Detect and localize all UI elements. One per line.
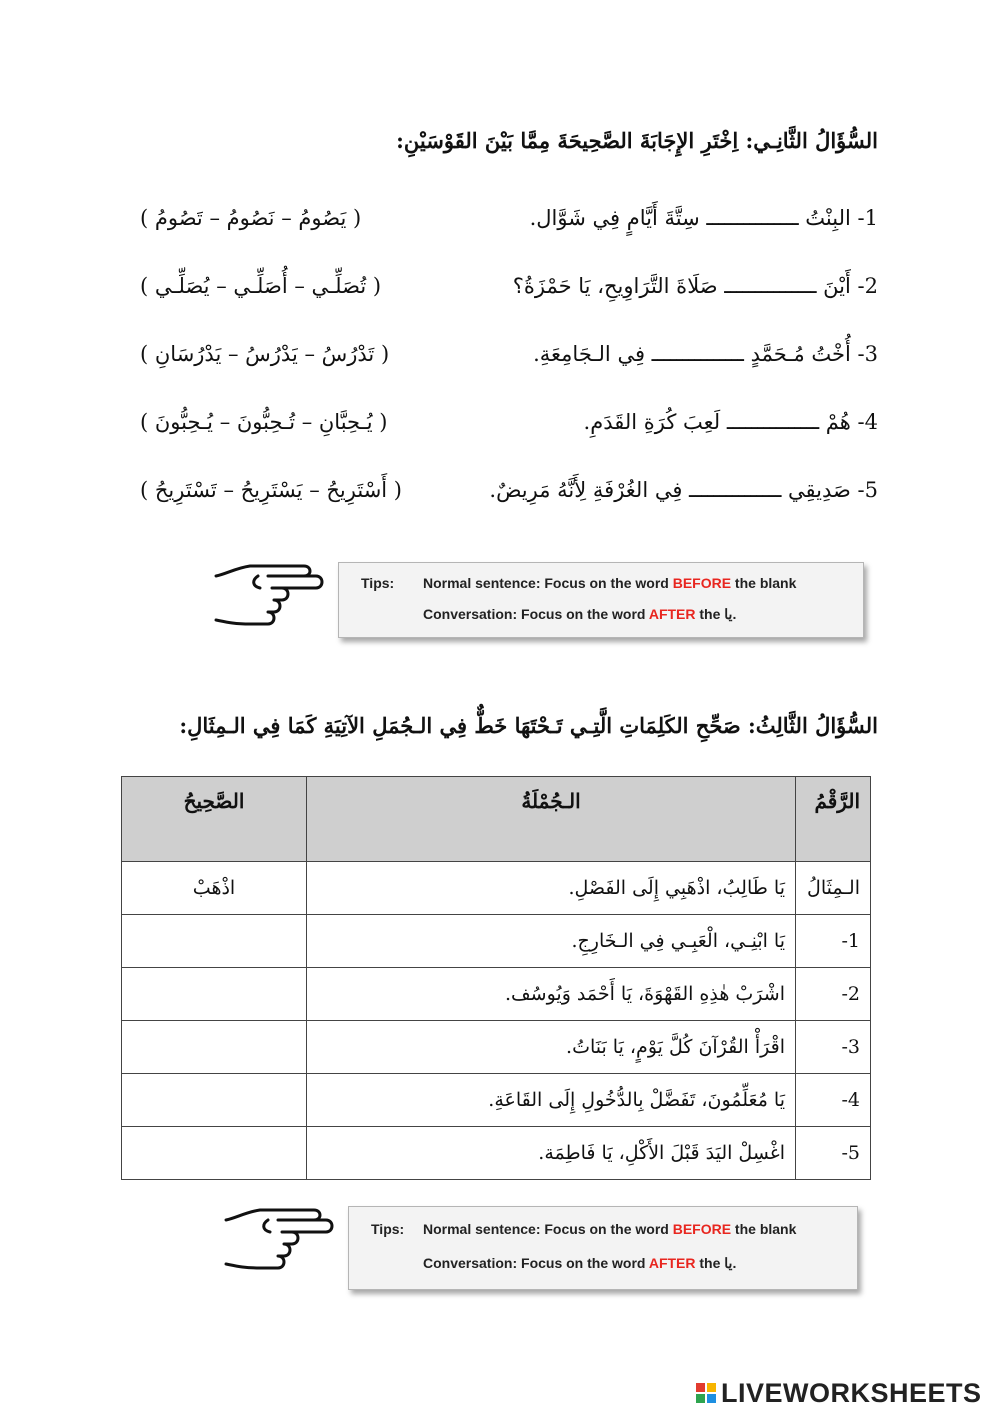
number-cell: 4-	[796, 1074, 871, 1127]
correction-table	[121, 776, 871, 1180]
header-answer: الصَّحِيحُ	[122, 777, 307, 862]
number-cell: الـمِثَالُ	[796, 862, 871, 915]
table-header-row	[122, 777, 871, 862]
table-row	[122, 1021, 871, 1074]
answer-input-cell[interactable]	[122, 1074, 307, 1127]
number-cell: 1-	[796, 915, 871, 968]
sentence-cell: يَا ابْنِـي، الْعَبِـي فِي الـخَارِجِ.	[307, 915, 796, 968]
sentence-cell: اشْرَبْ هٰذِهِ القَهْوَةَ، يَا أَحْمَد وَيُوسُف.	[307, 968, 796, 1021]
logo-squares-icon	[696, 1383, 716, 1403]
tips-label: Tips:	[371, 1221, 405, 1237]
answer-input-cell[interactable]	[122, 915, 307, 968]
question-3-heading: السُّؤَالُ الثَّالِثُ: صَحِّحِ الكَلِمَاتِ الَّتِـي تَـحْتَهَا خَطٌّ فِي الـجُمَلِ الآتِيَةِ كَمَا فِي الـمِثَالِ:	[179, 713, 878, 738]
sentence-cell: اقْرَأْ القُرْآنَ كُلَّ يَوْمٍ، يَا بَنَاتُ.	[307, 1021, 796, 1074]
answer-choices: ( يُـحِبَّانِ – تُـحِبُّونَ – يُـحِبُّونَ )	[140, 410, 388, 434]
question-sentence: 5- صَدِيقِي ـــــــــــــــ فِي الغُرْفَةِ لِأَنَّهُ مَرِيضٌ.	[489, 478, 878, 502]
answer-choices: ( أَسْتَرِيحُ – يَسْتَرِيحُ – تَسْتَرِيحُ )	[140, 478, 402, 502]
tips-line-1: Normal sentence: Focus on the word BEFORE the blank	[423, 575, 797, 591]
sentence-cell: يَا طَالِبُ، اذْهَبِي إِلَى الفَصْلِ.	[307, 862, 796, 915]
answer-input-cell[interactable]	[122, 1127, 307, 1180]
header-sentence: الـجُمْلَةُ	[307, 777, 796, 862]
answer-input-cell[interactable]	[122, 968, 307, 1021]
pointing-hand-icon	[212, 562, 324, 636]
tips-label: Tips:	[361, 575, 395, 591]
number-cell: 3-	[796, 1021, 871, 1074]
table-row	[122, 968, 871, 1021]
answer-cell: اذْهَبْ	[122, 862, 307, 915]
logo-square	[696, 1383, 705, 1392]
liveworksheets-logo	[696, 1378, 982, 1408]
question-sentence: 4- هُمْ ـــــــــــــــ لَعِبَ كُرَةِ القَدَمِ.	[583, 410, 878, 434]
answer-choices: ( تَدْرُسُ – يَدْرُسُ – يَدْرُسَانِ )	[140, 342, 390, 366]
table-row	[122, 1074, 871, 1127]
question-sentence: 1- البِنْتُ ـــــــــــــــ سِتَّةَ أَيَّامٍ فِي شَوَّال.	[529, 206, 878, 230]
logo-square	[696, 1394, 705, 1403]
question-item	[120, 206, 878, 246]
answer-input-cell[interactable]	[122, 1021, 307, 1074]
question-item	[120, 342, 878, 382]
tips-line-2: Conversation: Focus on the word AFTER the يا.	[423, 606, 737, 622]
question-item	[120, 478, 878, 518]
question-item	[120, 410, 878, 450]
tips-line-2: Conversation: Focus on the word AFTER the يا.	[423, 1255, 737, 1271]
question-item	[120, 274, 878, 314]
question-sentence: 3- أُخْتُ مُـحَمَّدٍ ـــــــــــــــ فِي الـجَامِعَةِ.	[533, 342, 878, 366]
table-row	[122, 862, 871, 915]
sentence-cell: يَا مُعَلِّمُونَ، تَفَضَّلْ بِالدُّخُولِ إِلَى القَاعَةِ.	[307, 1074, 796, 1127]
tips-box	[338, 562, 864, 638]
answer-choices: ( تُصَلِّـي – أُصَلِّـي – يُصَلِّـي )	[140, 274, 382, 298]
number-cell: 2-	[796, 968, 871, 1021]
logo-text: LIVEWORKSHEETS	[721, 1377, 982, 1408]
question-2-heading: السُّؤَالُ الثَّانِـي: اِخْتَرِ الإِجَابَةَ الصَّحِيحَةَ مِمَّا بَيْنَ القَوْسَيْنِ:	[396, 128, 878, 153]
pointing-hand-icon	[222, 1206, 334, 1280]
question-sentence: 2- أَيْنَ ـــــــــــــــ صَلَاةَ التَّرَاوِيحِ، يَا حَمْزَةُ؟	[512, 274, 878, 298]
tips-box	[348, 1206, 858, 1290]
answer-choices: ( يَصُومُ – نَصُومُ – تَصُومُ )	[140, 206, 362, 230]
header-number: الرَّقْمُ	[796, 777, 871, 862]
table-row	[122, 1127, 871, 1180]
sentence-cell: اغْسِلْ اليَدَ قَبْلَ الأَكْلِ، يَا فَاطِمَة.	[307, 1127, 796, 1180]
logo-square	[707, 1394, 716, 1403]
table-row	[122, 915, 871, 968]
logo-square	[707, 1383, 716, 1392]
number-cell: 5-	[796, 1127, 871, 1180]
tips-line-1: Normal sentence: Focus on the word BEFORE the blank	[423, 1221, 797, 1237]
